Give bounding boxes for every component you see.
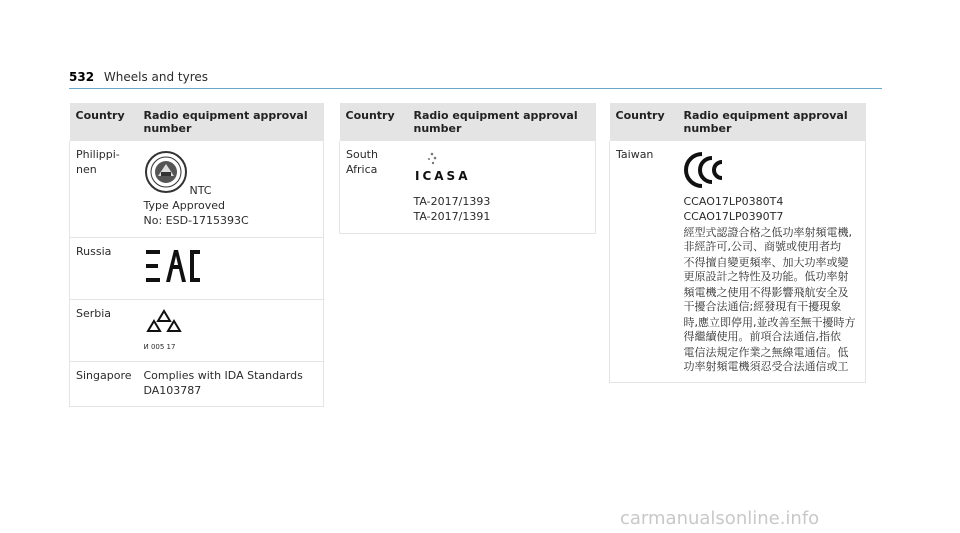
approval-number: TA-2017/1391 [413,210,491,223]
ncc-notice-paragraph: 經型式認證合格之低功率射頻電機,非經許可,公司、商號或使用者均 [683,226,852,253]
header-approval-number: Radio equipment approval number [678,103,866,141]
table-row-singapore [70,361,324,406]
ncc-notice-paragraph: 電信法規定作業之無線電通信。低功率射頻電機須忍受合法通信或工 [683,346,849,373]
table-row-taiwan [610,141,866,383]
approval-table-3 [609,103,866,383]
approval-number: CCAO17LP0380T4 [683,195,784,208]
ncc-notice-paragraph: 頻電機之使用不得影響飛航安全及干擾合法通信;經發現有干擾現象 [683,286,849,313]
table-row-serbia [70,299,324,361]
table-row-south-africa [340,141,596,233]
table-row-russia [70,237,324,299]
approval-cell [138,299,324,361]
page-header [69,70,208,84]
approval-number: TA-2017/1393 [413,195,491,208]
header-country: Country [340,103,408,141]
header-country: Country [70,103,138,141]
ntc-seal-logo [144,150,188,194]
country-cell: Singapore [70,361,138,406]
table-row-philippines [70,141,324,237]
approval-table-2 [339,103,596,234]
icasa-wordmark: ICASA [414,169,470,183]
country-cell: Russia [70,237,138,299]
serbia-logo-code: И 005 17 [143,342,176,351]
table-header-row [70,103,324,141]
serbia-triangles-logo [144,309,184,339]
ntc-label: NTC [189,184,212,197]
header-approval-number: Radio equipment approval number [408,103,596,141]
eac-mark-logo [144,247,202,285]
header-divider [69,88,882,89]
approval-cell [138,361,324,406]
country-cell: Philippi- nen [70,141,138,237]
table-header-row [610,103,866,141]
approval-number: No: ESD-1715393C [143,214,249,227]
ncc-notice-paragraph: 時,應立即停用,並改善至無干擾時方得繼續使用。前項合法通信,指依 [683,316,856,343]
approval-cell [138,141,324,237]
ncc-logo [684,150,730,190]
approval-cell [678,141,866,383]
header-approval-number: Radio equipment approval number [138,103,324,141]
header-country: Country [610,103,678,141]
approval-cell [138,237,324,299]
approval-number: CCAO17LP0390T7 [683,210,784,223]
country-cell: Serbia [70,299,138,361]
ncc-notice-paragraph: 不得擅自變更頻率、加大功率或變更原設計之特性及功能。低功率射 [683,256,849,283]
page-number: 532 [69,70,95,84]
approval-table-1 [69,103,324,407]
watermark: carmanualsonline.info [620,508,820,529]
type-approved-text: Type Approved [143,199,226,212]
approval-cell [408,141,596,233]
country-cell: South Africa [340,141,408,233]
ida-standards-text: Complies with IDA Standards [143,368,303,382]
icasa-logo [414,150,470,190]
country-cell: Taiwan [610,141,678,383]
table-header-row [340,103,596,141]
section-title: Wheels and tyres [103,70,209,84]
approval-number: DA103787 [143,383,202,397]
